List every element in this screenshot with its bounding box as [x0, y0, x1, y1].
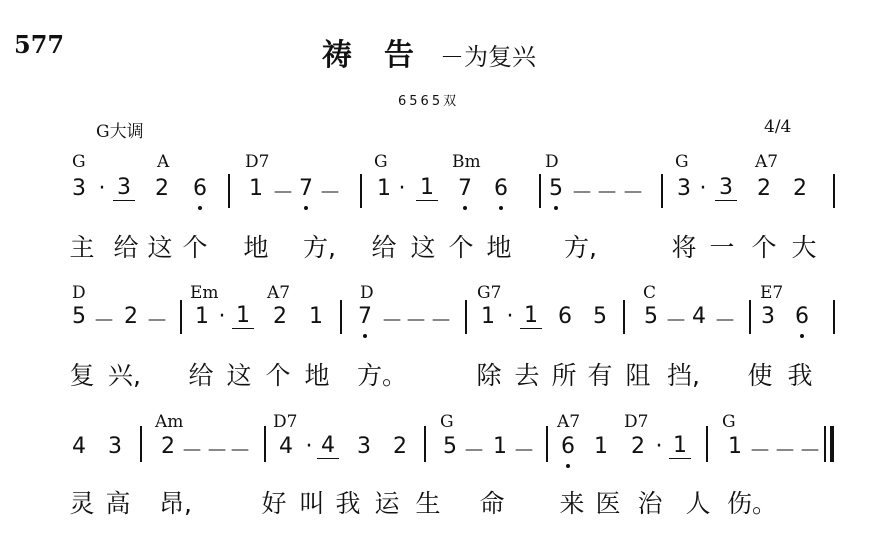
hold-dash: －: [571, 181, 594, 206]
lyric-word: 给: [188, 361, 214, 390]
note: 7: [358, 304, 372, 329]
chord-symbol: D7: [245, 152, 270, 172]
lyric-word: 治: [637, 489, 663, 518]
lyric-word: 昂,: [159, 489, 192, 518]
lyric-word: 这: [410, 233, 436, 262]
note: 6: [494, 176, 508, 201]
low-octave-dot: [198, 206, 202, 210]
note: 3: [677, 176, 691, 201]
note: 4: [72, 434, 86, 459]
lyric-word: 去: [514, 361, 540, 390]
low-octave-dot: [463, 206, 467, 210]
note: 1: [249, 176, 263, 201]
hold-dash: －: [93, 309, 116, 334]
lyric-word: 将: [671, 233, 697, 262]
note: 5: [593, 304, 607, 329]
note: 3: [761, 304, 775, 329]
note: 2: [124, 304, 138, 329]
note: 4: [317, 434, 339, 459]
note: 2: [793, 176, 807, 201]
note: 5: [72, 304, 86, 329]
note: 3: [108, 434, 122, 459]
hold-dash: －: [463, 439, 486, 464]
hold-dash: －: [181, 439, 204, 464]
chord-symbol: Bm: [452, 152, 481, 172]
lyric-word: 方。: [357, 361, 408, 390]
lyric-word: 阻: [625, 361, 651, 390]
bar-line: [749, 300, 751, 334]
lyric-word: 个: [751, 233, 777, 262]
lyric-word: 方,: [564, 233, 597, 262]
note: 2: [393, 434, 407, 459]
lyric-word: 叫: [299, 489, 325, 518]
note: 4: [279, 434, 293, 459]
lyric-word: 除: [476, 361, 502, 390]
chord-symbol: G7: [477, 283, 502, 303]
note: 1: [481, 304, 495, 329]
note: 6: [193, 176, 207, 201]
lyric-word: 地: [486, 233, 512, 262]
bar-line: [180, 300, 182, 334]
note: 1: [520, 304, 542, 329]
key-signature: G大调: [96, 122, 144, 142]
lyric-word: 运: [374, 489, 400, 518]
bar-line: [340, 300, 342, 334]
lyric-word: 这: [226, 361, 252, 390]
hold-dash: －: [405, 309, 428, 334]
hold-dash: －: [665, 309, 688, 334]
note: 2: [757, 176, 771, 201]
note: 6: [795, 304, 809, 329]
note: 2: [161, 434, 175, 459]
note: 1: [594, 434, 608, 459]
lyric-word: 灵: [69, 489, 95, 518]
hymn-title: 祷告: [322, 38, 446, 73]
lyric-word: 来: [559, 489, 585, 518]
hold-dash: －: [714, 309, 737, 334]
meter-label: 6565双: [398, 94, 460, 109]
chord-symbol: A7: [267, 283, 291, 303]
lyric-word: 我: [335, 489, 361, 518]
chord-symbol: G: [72, 152, 86, 172]
bar-line: [424, 426, 426, 462]
lyric-word: 地: [243, 233, 269, 262]
note: 1: [728, 434, 742, 459]
time-signature: 4/4: [764, 117, 792, 137]
note: 2: [631, 434, 645, 459]
chord-symbol: Em: [190, 283, 219, 303]
lyric-word: 地: [304, 361, 330, 390]
note: 1: [377, 176, 391, 201]
note: 2: [273, 304, 287, 329]
chord-symbol: D: [72, 283, 86, 303]
chord-symbol: G: [374, 152, 388, 172]
bar-line: [546, 426, 548, 462]
dot-mark: ·: [398, 176, 406, 201]
hold-dash: －: [272, 181, 295, 206]
note: 2: [155, 176, 169, 201]
lyric-word: 伤。: [727, 489, 778, 518]
hold-dash: －: [799, 439, 822, 464]
note: 3: [715, 176, 737, 201]
chord-symbol: G: [440, 412, 454, 432]
low-octave-dot: [499, 206, 503, 210]
lyric-word: 高: [105, 489, 131, 518]
bar-line: [661, 174, 663, 208]
hold-dash: －: [749, 439, 772, 464]
lyric-word: 大: [791, 233, 817, 262]
hold-dash: －: [774, 439, 797, 464]
note: 1: [195, 304, 209, 329]
lyric-word: 兴,: [108, 361, 141, 390]
chord-symbol: D7: [624, 412, 649, 432]
chord-symbol: G: [722, 412, 736, 432]
note: 3: [72, 176, 86, 201]
lyric-word: 这: [147, 233, 173, 262]
bar-line: [623, 300, 625, 334]
note: 1: [232, 304, 254, 329]
lyric-word: 人: [685, 489, 711, 518]
note: 6: [561, 434, 575, 459]
lyric-word: 主: [69, 233, 95, 262]
lyric-word: 个: [265, 361, 291, 390]
bar-line: [140, 426, 142, 462]
bar-line: [539, 174, 541, 208]
hold-dash: －: [596, 181, 619, 206]
low-octave-dot: [566, 464, 570, 468]
chord-symbol: E7: [760, 283, 784, 303]
lyric-word: 方,: [303, 233, 336, 262]
note: 5: [549, 176, 563, 201]
hold-dash: －: [319, 181, 342, 206]
chord-symbol: A7: [755, 152, 779, 172]
bar-line: [833, 300, 835, 334]
note: 1: [669, 434, 691, 459]
bar-line: [706, 426, 708, 462]
note: 1: [309, 304, 323, 329]
lyric-word: 我: [787, 361, 813, 390]
chord-symbol: Am: [155, 412, 184, 432]
hold-dash: －: [229, 439, 252, 464]
dot-mark: ·: [305, 434, 313, 459]
lyric-word: 一: [709, 233, 735, 262]
lyric-word: 给: [113, 233, 139, 262]
low-octave-dot: [363, 334, 367, 338]
hold-dash: －: [206, 439, 229, 464]
hold-dash: －: [430, 309, 453, 334]
chord-symbol: A7: [557, 412, 581, 432]
lyric-word: 命: [479, 489, 505, 518]
dot-mark: ·: [655, 434, 663, 459]
chord-symbol: G: [675, 152, 689, 172]
note: 3: [357, 434, 371, 459]
final-bar-thick: [830, 426, 834, 462]
bar-line: [465, 300, 467, 334]
chord-symbol: D: [360, 283, 374, 303]
lyric-word: 所: [551, 361, 577, 390]
note: 1: [493, 434, 507, 459]
bar-line: [360, 174, 362, 208]
lyric-word: 个: [448, 233, 474, 262]
note: 5: [644, 304, 658, 329]
dot-mark: ·: [218, 304, 226, 329]
hymn-subtitle: －为复兴: [440, 43, 536, 71]
hold-dash: －: [381, 309, 404, 334]
lyric-word: 使: [747, 361, 773, 390]
note: 5: [443, 434, 457, 459]
bar-line: [228, 174, 230, 208]
lyric-word: 有: [587, 361, 613, 390]
note: 1: [416, 176, 438, 201]
chord-symbol: A: [157, 152, 170, 172]
hold-dash: －: [622, 181, 645, 206]
lyric-word: 医: [595, 489, 621, 518]
lyric-word: 生: [415, 489, 441, 518]
lyric-word: 复: [69, 361, 95, 390]
low-octave-dot: [800, 334, 804, 338]
note: 3: [113, 176, 135, 201]
hymn-number: 577: [14, 30, 65, 59]
chord-symbol: D: [545, 152, 559, 172]
lyric-word: 好: [261, 489, 287, 518]
low-octave-dot: [554, 206, 558, 210]
lyric-word: 个: [182, 233, 208, 262]
note: 7: [299, 176, 313, 201]
bar-line: [833, 174, 835, 208]
note: 6: [558, 304, 572, 329]
hold-dash: －: [146, 309, 169, 334]
note: 4: [692, 304, 706, 329]
low-octave-dot: [304, 206, 308, 210]
dot-mark: ·: [98, 176, 106, 201]
note: 7: [458, 176, 472, 201]
chord-symbol: C: [643, 283, 657, 303]
lyric-word: 给: [371, 233, 397, 262]
chord-symbol: D7: [273, 412, 298, 432]
dot-mark: ·: [699, 176, 707, 201]
lyric-word: 挡,: [667, 361, 700, 390]
dot-mark: ·: [506, 304, 514, 329]
final-bar-line: [824, 426, 826, 462]
hold-dash: －: [513, 439, 536, 464]
bar-line: [264, 426, 266, 462]
